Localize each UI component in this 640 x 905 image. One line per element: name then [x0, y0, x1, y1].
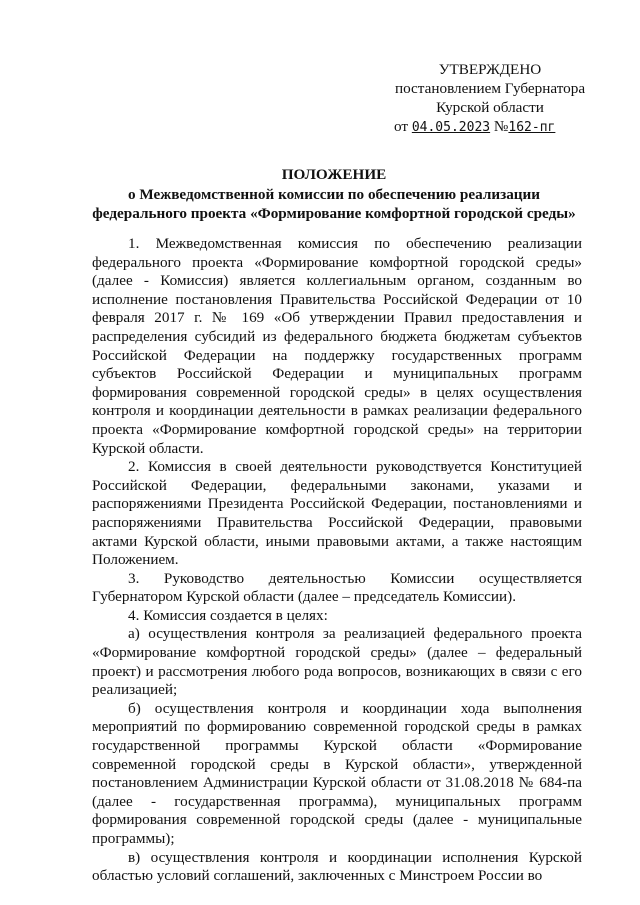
paragraph-4c: в) осуществления контроля и координации исполнения Курской областью условий соглашений, заключенных с Минстроем России во — [92, 848, 582, 885]
date-value: 04.05.2023 — [411, 120, 491, 135]
document-title — [60, 165, 608, 224]
paragraph-2: 2. Комиссия в своей деятельности руководствуется Конституцией Российской Федерации, федеральными законами, указами и распоряжениями Президента Российской Федерации, постановлениями и распоряжениями Правительства Российской Федерации, правовыми актами Курской области, иными правовыми актами, а также настоящим Положением. — [92, 458, 582, 569]
approval-line-1: постановлением Губернатора — [394, 80, 586, 97]
paragraph-3: 3. Руководство деятельностью Комиссии осуществляется Губернатором Курской области (далее – председатель Комиссии). — [92, 569, 582, 606]
number-prefix: № — [493, 118, 509, 135]
title-line-2: федерального проекта «Формирование комфортной городской среды» — [92, 205, 576, 222]
paragraph-4a: а) осуществления контроля за реализацией федерального проекта «Формирование комфортной городской среды» (далее – федеральный проект) и рассмотрения любого рода вопросов, возникающих в связи с его реализацией; — [92, 625, 582, 699]
title-main: ПОЛОЖЕНИЕ — [281, 166, 387, 183]
number-value: 162-пг — [508, 120, 556, 135]
approval-stamp — [380, 60, 600, 137]
approval-date-line — [380, 117, 600, 137]
approval-line-2: Курской области — [436, 99, 544, 116]
paragraph-4: 4. Комиссия создается в целях: — [128, 606, 328, 624]
paragraph-1: 1. Межведомственная комиссия по обеспечению реализации федерального проекта «Формирование комфортной городской среды» (далее - Комиссия) является коллегиальным органом, созданным во исполнение постановления Правительства Российской Федерации от 10 февраля 2017 г. № 169 «Об утверждении Правил предоставления и распределения субсидий из федерального бюджета бюджетам субъектов Российской Федерации на поддержку государственных программ субъектов Российской Федерации и муниципальных программ формирования современной городской среды» в целях осуществления контроля и координации деятельности в рамках реализации федерального проекта «Формирование комфортной городской среды» на территории Курской области. — [92, 235, 582, 457]
approval-heading: УТВЕРЖДЕНО — [438, 61, 542, 78]
document-body — [92, 235, 582, 886]
title-line-1: о Межведомственной комиссии по обеспечению реализации — [127, 185, 541, 203]
date-prefix: от — [394, 118, 409, 135]
paragraph-4b: б) осуществления контроля и координации хода выполнения мероприятий по формированию современной городской среды в рамках государственной программы Курской области «Формирование современной городской среды в Курской области», утвержденной постановлением Администрации Курской области от 31.08.2018 № 684-па (далее - государственная программа), муниципальных программ формирования современной городской среды (далее - муниципальные программы); — [92, 699, 582, 847]
